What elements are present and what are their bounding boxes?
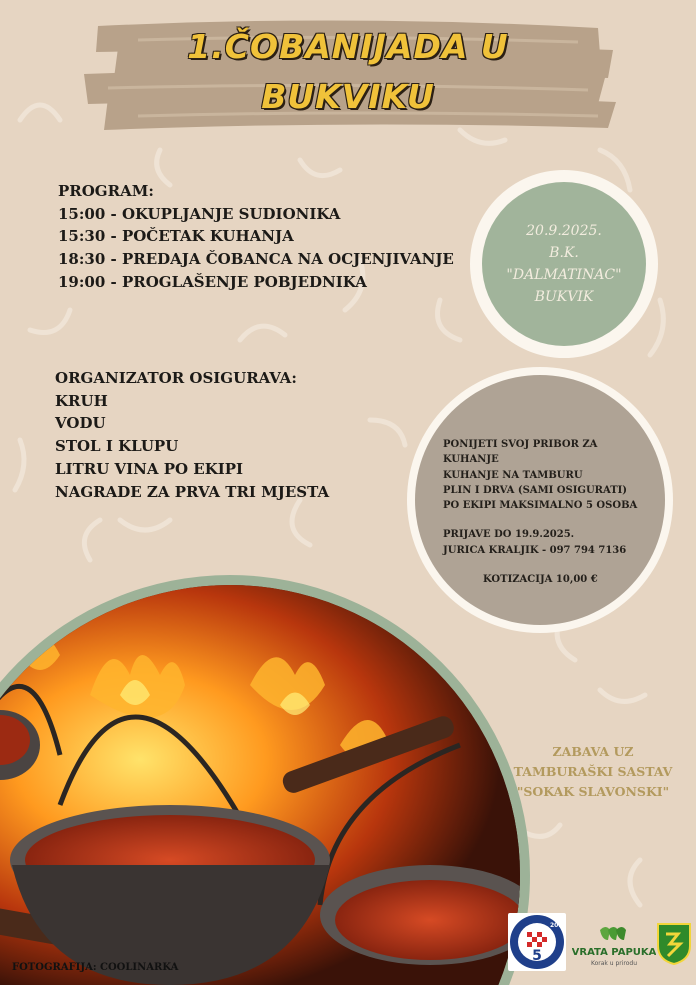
title-line-2: BUKVIKU (261, 77, 435, 116)
band-line-1: ZABAVA UZ (552, 744, 634, 759)
organizer-heading: ORGANIZATOR OSIGURAVA: (55, 369, 297, 387)
band-line-3: "SOKAK SLAVONSKI" (516, 784, 670, 799)
club-logo-icon (508, 913, 566, 971)
club-number: 5 (532, 948, 542, 964)
program-item: 15:00 - OKUPLJANJE SUDIONIKA (58, 204, 341, 223)
organizer-item: KRUH (55, 391, 108, 410)
organizer-item: VODU (55, 414, 106, 433)
organizer-item: NAGRADE ZA PRVA TRI MJESTA (55, 482, 330, 501)
event-venue-line1: B.K. (549, 245, 579, 261)
municipality-coat-of-arms (656, 922, 692, 966)
organizer-item: STOL I KLUPU (55, 437, 179, 456)
info-bring-item: PONIJETI SVOJ PRIBOR ZA KUHANJE (443, 439, 598, 466)
vrata-papuka-logo (572, 922, 656, 970)
photo-credit: FOTOGRAFIJA: COOLINARKA (12, 962, 179, 973)
program-item: 19:00 - PROGLAŠENJE POBJEDNIKA (58, 272, 367, 291)
date-circle (470, 170, 658, 358)
event-place: BUKVIK (534, 289, 594, 305)
info-bring-item: PLIN I DRVA (SAMI OSIGURATI) (443, 484, 628, 496)
title-line-1: 1.ČOBANIJADA U (187, 27, 509, 66)
contact-info: JURICA KRALJIK - 097 794 7136 (443, 544, 627, 556)
program-item: 18:30 - PREDAJA ČOBANCA NA OCJENJIVANJE (58, 250, 454, 269)
event-date: 20.9.2025. (526, 223, 602, 239)
date-circle-inner (482, 182, 646, 346)
info-text (443, 437, 653, 587)
organizer-section (55, 367, 329, 503)
info-bring-item: PO EKIPI MAKSIMALNO 5 OSOBA (443, 500, 638, 512)
shield-icon (656, 922, 692, 966)
program-section (58, 180, 454, 294)
organizer-item: LITRU VINA PO EKIPI (55, 459, 244, 478)
program-item: 15:30 - POČETAK KUHANJA (58, 227, 294, 246)
band-line-2: TAMBURAŠKI SASTAV (513, 764, 673, 779)
info-bring-item: KUHANJE NA TAMBURU (443, 469, 583, 481)
registration-deadline: PRIJAVE DO 19.9.2025. (443, 529, 575, 541)
band-announcement (503, 742, 683, 802)
page-title (78, 22, 618, 122)
club-year: 2015 (550, 922, 566, 929)
fee: KOTIZACIJA 10,00 € (483, 574, 598, 586)
vrata-name: VRATA PAPUKA (572, 947, 656, 958)
vrata-tagline: Korak u prirodu (590, 960, 638, 967)
program-heading: PROGRAM: (58, 182, 154, 200)
leaf-icon (572, 922, 656, 970)
club-logo (508, 913, 566, 971)
event-venue-line2: "DALMATINAC" (506, 267, 622, 283)
